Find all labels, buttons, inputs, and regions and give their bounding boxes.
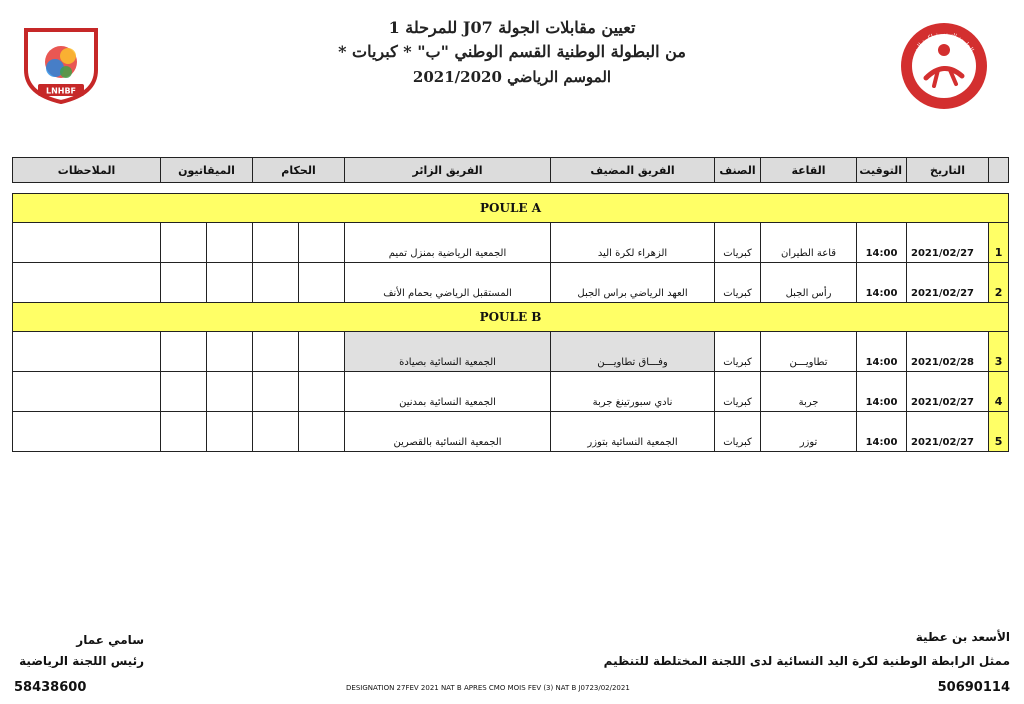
fthb-logo: [898, 20, 990, 112]
match-home-team: نادي سبورتينغ جربة: [551, 372, 715, 412]
match-number: 3: [989, 332, 1009, 372]
col-header-referees: الحكام: [253, 158, 345, 183]
match-time: 14:00: [857, 332, 907, 372]
timekeeper-cell: [161, 263, 207, 303]
referee-cell: [299, 263, 345, 303]
poule-label: POULE A: [13, 194, 1009, 223]
col-header-home: الفريق المضيف: [551, 158, 715, 183]
match-home-team: العهد الرياضي براس الجبل: [551, 263, 715, 303]
col-header-timekeepers: الميقاتيون: [161, 158, 253, 183]
notes-cell: [13, 372, 161, 412]
timekeeper-cell: [161, 372, 207, 412]
notes-cell: [13, 263, 161, 303]
match-venue: توزر: [761, 412, 857, 452]
notes-cell: [13, 332, 161, 372]
match-number: 2: [989, 263, 1009, 303]
col-header-category: الصنف: [715, 158, 761, 183]
match-number: 5: [989, 412, 1009, 452]
col-header-away: الفريق الزائر: [345, 158, 551, 183]
match-date: 2021/02/27: [907, 372, 989, 412]
table-row: [13, 263, 1009, 303]
lnhbf-logo-text: LNHBF: [45, 86, 77, 96]
match-home-team: الجمعية النسائية بتوزر: [551, 412, 715, 452]
col-header-time: التوقيت: [857, 158, 907, 183]
match-away-team: الجمعية النسائية بمدنين: [345, 372, 551, 412]
match-category: كبريات: [715, 332, 761, 372]
notes-cell: [13, 223, 161, 263]
match-home-team: الزهراء لكرة اليد: [551, 223, 715, 263]
match-category: كبريات: [715, 223, 761, 263]
timekeeper-cell: [207, 332, 253, 372]
col-header-date: التاريخ: [907, 158, 989, 183]
match-date: 2021/02/27: [907, 223, 989, 263]
match-category: كبريات: [715, 263, 761, 303]
title-line-1: تعيين مقابلات الجولة J07 للمرحلة 1: [388, 18, 636, 37]
referee-cell: [253, 412, 299, 452]
match-time: 14:00: [857, 372, 907, 412]
match-date: 2021/02/27: [907, 412, 989, 452]
signatory-right-title: ممثل الرابطة الوطنية لكرة اليد النسائية لدى اللجنة المختلطة للتنظيم: [603, 654, 1010, 668]
col-header-notes: الملاحظات: [13, 158, 161, 183]
table-row: [13, 223, 1009, 263]
match-home-team: وفـــاق تطاويـــن: [551, 332, 715, 372]
timekeeper-cell: [161, 332, 207, 372]
referee-cell: [253, 263, 299, 303]
match-venue: جربة: [761, 372, 857, 412]
table-row: [13, 332, 1009, 372]
title-line-2: من البطولة الوطنية القسم الوطني "ب" * كبريات *: [338, 42, 686, 61]
match-venue: تطاويـــن: [761, 332, 857, 372]
table-row: [13, 412, 1009, 452]
match-away-team: الجمعية النسائية بصيادة: [345, 332, 551, 372]
match-number: 1: [989, 223, 1009, 263]
fthb-logo-text: الجامعة التونسية لكرة اليد: [913, 30, 975, 53]
designation-reference: DESIGNATION 27FEV 2021 NAT B APRES CMO MOIS FEV (3) NAT B J0723/02/2021: [346, 684, 630, 692]
referee-cell: [299, 372, 345, 412]
referee-cell: [299, 332, 345, 372]
timekeeper-cell: [207, 223, 253, 263]
referee-cell: [299, 412, 345, 452]
referee-cell: [253, 372, 299, 412]
match-time: 14:00: [857, 223, 907, 263]
signatory-left-phone: 58438600: [14, 680, 87, 695]
match-time: 14:00: [857, 263, 907, 303]
table-row: [13, 372, 1009, 412]
match-time: 14:00: [857, 412, 907, 452]
match-away-team: الجمعية الرياضية بمنزل تميم: [345, 223, 551, 263]
poule-row: [13, 303, 1009, 332]
poule-row: [13, 194, 1009, 223]
timekeeper-cell: [207, 412, 253, 452]
referee-cell: [299, 223, 345, 263]
signatory-left-name: سامي عمار: [76, 633, 144, 647]
col-header: [989, 158, 1009, 183]
poule-label: POULE B: [13, 303, 1009, 332]
lnhbf-logo: [20, 22, 102, 104]
match-date: 2021/02/27: [907, 263, 989, 303]
schedule-table: [12, 157, 1009, 452]
timekeeper-cell: [161, 223, 207, 263]
timekeeper-cell: [207, 372, 253, 412]
match-venue: رأس الجبل: [761, 263, 857, 303]
match-category: كبريات: [715, 412, 761, 452]
col-header-venue: القاعة: [761, 158, 857, 183]
referee-cell: [253, 223, 299, 263]
signatory-right-name: الأسعد بن عطية: [915, 630, 1010, 644]
referee-cell: [253, 332, 299, 372]
notes-cell: [13, 412, 161, 452]
match-away-team: الجمعية النسائية بالقصرين: [345, 412, 551, 452]
match-number: 4: [989, 372, 1009, 412]
title-line-3: الموسم الرياضي 2021/2020: [412, 68, 612, 86]
match-venue: قاعة الطيران: [761, 223, 857, 263]
signatory-right-phone: 50690114: [937, 680, 1010, 695]
match-date: 2021/02/28: [907, 332, 989, 372]
match-away-team: المستقبل الرياضي بحمام الأنف: [345, 263, 551, 303]
match-category: كبريات: [715, 372, 761, 412]
table-header-row: [13, 158, 1009, 183]
timekeeper-cell: [161, 412, 207, 452]
signatory-left-title: رئيس اللجنة الرياضية: [19, 654, 144, 668]
timekeeper-cell: [207, 263, 253, 303]
